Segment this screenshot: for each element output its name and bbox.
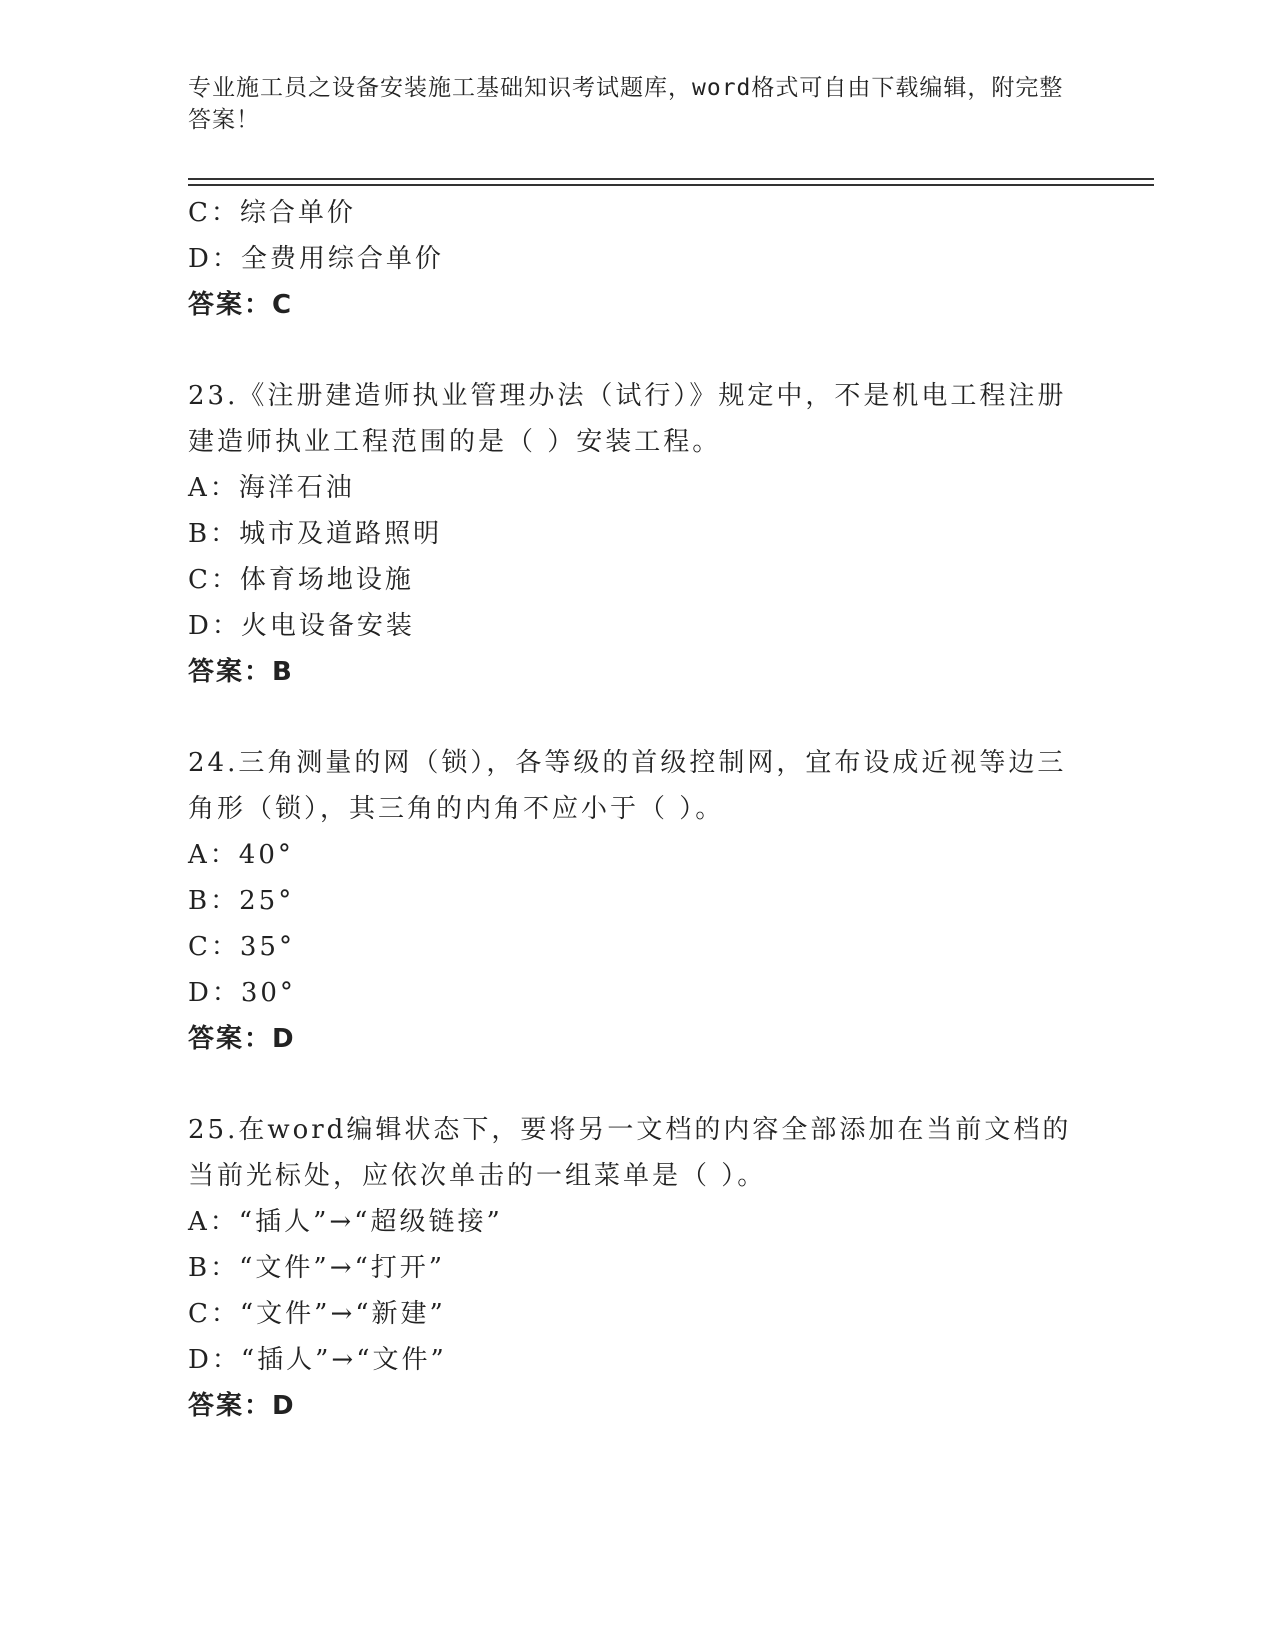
question-stem-line-2: 角形（锁），其三角的内角不应小于（ ）。 [188, 794, 725, 824]
option-d: D：30° [188, 978, 296, 1008]
option-b: B：城市及道路照明 [188, 519, 443, 549]
answer: 答案：D [188, 1391, 296, 1421]
previous-question-tail [188, 190, 1088, 328]
option-d: D：火电设备安装 [188, 611, 415, 641]
header-rule-bottom [188, 184, 1154, 186]
option-d: D：全费用综合单价 [188, 244, 444, 274]
header-rule-top [188, 178, 1154, 180]
document-header: 专业施工员之设备安装施工基础知识考试题库，word格式可自由下载编辑，附完整答案！ [188, 75, 1064, 133]
question-stem-line-1: 25.在word编辑状态下，要将另一文档的内容全部添加在当前文档的 [188, 1115, 1072, 1145]
answer: 答案：D [188, 1024, 296, 1054]
answer: 答案：B [188, 657, 294, 687]
document-body [188, 190, 1088, 1429]
question-23 [188, 373, 1088, 695]
question-stem-line-2: 当前光标处，应依次单击的一组菜单是（ ）。 [188, 1161, 767, 1191]
spacer [188, 695, 1088, 740]
spacer [188, 328, 1088, 373]
option-b: B：25° [188, 886, 295, 916]
option-c: C：“文件”→“新建” [188, 1299, 446, 1329]
question-24 [188, 740, 1088, 1062]
option-b: B：“文件”→“打开” [188, 1253, 446, 1283]
question-stem-line-2: 建造师执业工程范围的是（ ）安装工程。 [188, 427, 722, 457]
question-25 [188, 1107, 1088, 1429]
option-a: A：海洋石油 [188, 473, 355, 503]
question-stem-line-1: 24.三角测量的网（锁），各等级的首级控制网，宜布设成近视等边三 [188, 748, 1067, 778]
option-c: C：综合单价 [188, 198, 356, 228]
option-a: A：40° [188, 840, 294, 870]
spacer [188, 1062, 1088, 1107]
option-c: C：体育场地设施 [188, 565, 414, 595]
option-d: D：“插人”→“文件” [188, 1345, 447, 1375]
answer: 答案：C [188, 290, 294, 320]
question-stem-line-1: 23.《注册建造师执业管理办法（试行）》规定中，不是机电工程注册 [188, 381, 1067, 411]
option-c: C：35° [188, 932, 295, 962]
option-a: A：“插人”→“超级链接” [188, 1207, 503, 1237]
